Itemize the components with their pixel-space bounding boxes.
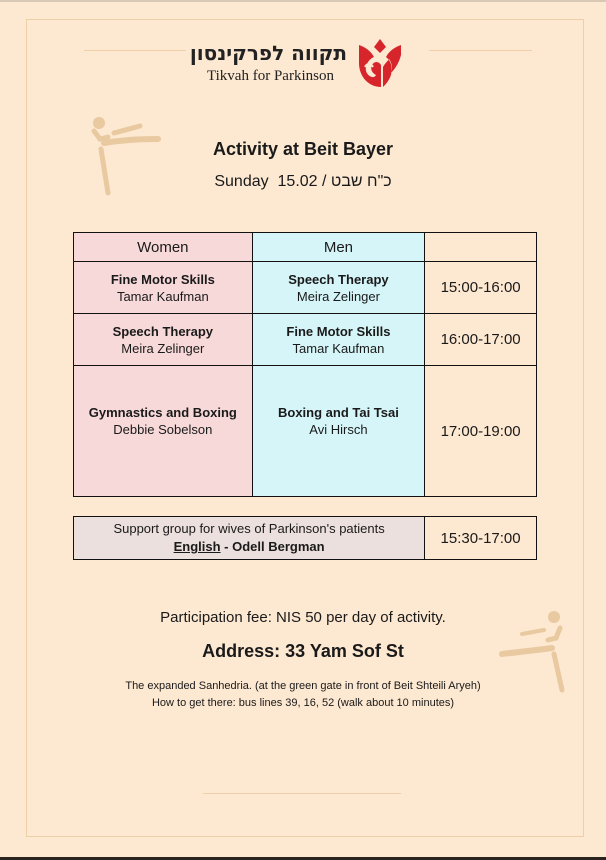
- logo-hebrew-name: תקווה לפרקינסון: [189, 41, 347, 65]
- support-group-language: English: [173, 539, 221, 554]
- header-divider-left: [84, 50, 186, 51]
- support-group-table: [73, 516, 537, 560]
- logo-english-name: Tikvah for Parkinson: [207, 68, 334, 84]
- activity-name: Boxing and Tai Tsai: [277, 405, 399, 420]
- table-row: [74, 262, 537, 314]
- date-line: Sunday 15.02 / כ"ח שבט: [214, 173, 392, 190]
- activity-name: Speech Therapy: [288, 271, 389, 287]
- participation-fee: Participation fee: NIS 50 per day of activity.: [160, 609, 446, 626]
- page-title: Activity at Beit Bayer: [212, 139, 394, 159]
- address: Address: 33 Yam Sof St: [202, 641, 404, 661]
- support-group-description: Support group for wives of Parkinson's patients: [113, 521, 385, 536]
- activity-name: Speech Therapy: [112, 323, 214, 339]
- logo: [189, 37, 405, 93]
- instructor-name: Meira Zelinger: [121, 340, 205, 356]
- header-men: Men: [252, 233, 425, 262]
- activity-name: Fine Motor Skills: [110, 271, 215, 287]
- directions-bus: How to get there: bus lines 39, 16, 52 (walk about 10 minutes): [151, 697, 455, 709]
- men-session-cell: [252, 366, 425, 497]
- schedule-header-row: [74, 233, 537, 262]
- women-session-cell: [74, 262, 253, 314]
- directions: [0, 678, 606, 712]
- separator: -: [220, 539, 233, 554]
- schedule-table: [73, 232, 537, 497]
- men-session-cell: [252, 314, 425, 366]
- table-row: [74, 366, 537, 497]
- time-slot: 16:00-17:00: [425, 314, 537, 366]
- time-slot: 15:00-16:00: [425, 262, 537, 314]
- instructor-name: Debbie Sobelson: [113, 422, 213, 437]
- support-group-details: [74, 538, 424, 556]
- men-session-cell: [252, 262, 425, 314]
- time-slot: 17:00-19:00: [425, 366, 537, 497]
- activity-name: Fine Motor Skills: [286, 323, 391, 339]
- table-row: [74, 314, 537, 366]
- instructor-name: Meira Zelinger: [296, 288, 380, 304]
- instructor-name: Avi Hirsch: [309, 422, 368, 437]
- footer-divider: [203, 793, 401, 794]
- directions-location: The expanded Sanhedria. (at the green gate in front of Beit Shteili Aryeh): [125, 680, 481, 692]
- instructor-name: Tamar Kaufman: [116, 288, 209, 304]
- support-group-cell: [74, 517, 425, 560]
- support-group-time: 15:30-17:00: [425, 517, 537, 560]
- instructor-name: Tamar Kaufman: [292, 340, 385, 356]
- header-divider-right: [429, 50, 532, 51]
- activity-name: Gymnastics and Boxing: [88, 405, 237, 420]
- support-group-leader: Odell Bergman: [232, 539, 325, 554]
- header-women: Women: [74, 233, 253, 262]
- tulip-logo-icon: [355, 37, 405, 91]
- women-session-cell: [74, 314, 253, 366]
- women-session-cell: [74, 366, 253, 497]
- top-edge: [0, 0, 606, 2]
- table-row: [74, 517, 537, 560]
- header-time: [425, 233, 537, 262]
